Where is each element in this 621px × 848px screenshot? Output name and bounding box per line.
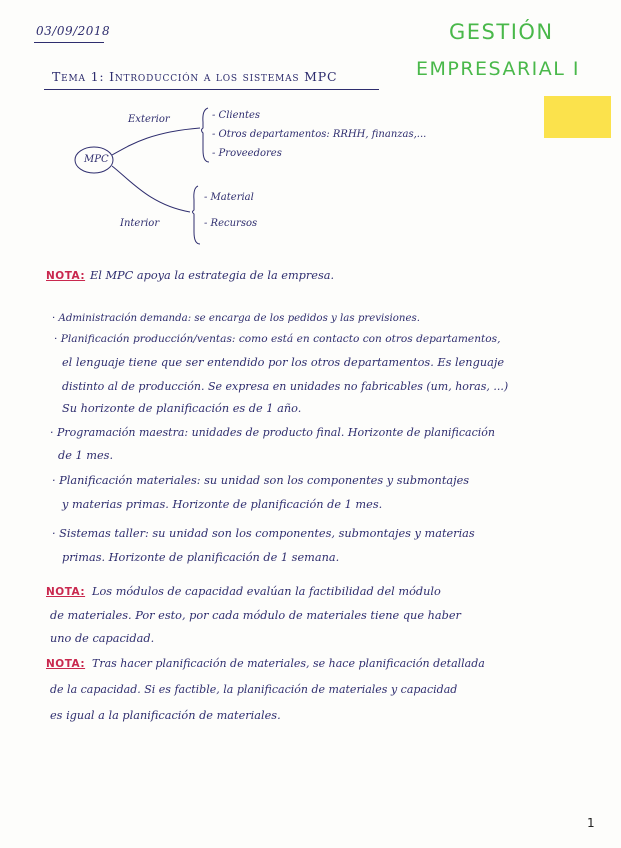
bullet-line: de 1 mes.	[58, 449, 114, 462]
page-number: 1	[587, 816, 595, 830]
nota-text: de materiales. Por esto, por cada módulo de materiales tiene que haber	[50, 609, 461, 622]
interior-label: Interior	[120, 218, 160, 229]
nota-text: de la capacidad. Si es factible, la planificación de materiales y capacidad	[50, 683, 458, 696]
nota-text: Tras hacer planificación de materiales, se hace planificación detallada	[92, 657, 485, 670]
bullet-line: distinto al de producción. Se expresa en unidades no fabricables (um, horas, ...)	[62, 380, 509, 393]
bullet-planificacion-materiales: · Planificación materiales: su unidad son los componentes y submontajes	[52, 474, 470, 487]
interior-connector	[112, 166, 190, 212]
interior-item: - Recursos	[204, 218, 258, 229]
date: 03/09/2018	[36, 24, 111, 38]
bullet-planificacion-produccion: · Planificación producción/ventas: como está en contacto con otros departamentos,	[54, 333, 501, 345]
exterior-item: - Otros departamentos: RRHH, finanzas,...	[212, 129, 427, 140]
subject-title-line2: EMPRESARIAL I	[416, 58, 581, 80]
nota-label: NOTA:	[46, 586, 86, 598]
bullet-administracion: · Administración demanda: se encarga de los pedidos y las previsiones.	[52, 313, 420, 324]
interior-brace	[193, 186, 201, 244]
bullet-sistemas-taller: · Sistemas taller: su unidad son los componentes, submontajes y materias	[52, 527, 475, 540]
nota-label: NOTA:	[46, 270, 86, 282]
mpc-label: MPC	[84, 154, 109, 165]
subject-title-line1: GESTIÓN	[449, 20, 554, 44]
bullet-line: el lenguaje tiene que ser entendido por los otros departamentos. Es lenguaje	[62, 356, 505, 369]
nota-text: Los módulos de capacidad evalúan la factibilidad del módulo	[92, 585, 441, 598]
nota-text: es igual a la planificación de materiales.	[50, 709, 281, 722]
bullet-line: y materias primas. Horizonte de planificación de 1 mes.	[62, 498, 383, 511]
bullet-line: Su horizonte de planificación es de 1 año.	[62, 402, 302, 415]
nota-text: El MPC apoya la estrategia de la empresa.	[90, 269, 335, 282]
nota-label: NOTA:	[46, 658, 86, 670]
bullet-line: primas. Horizonte de planificación de 1 semana.	[62, 551, 340, 564]
exterior-label: Exterior	[128, 114, 170, 125]
exterior-item: - Clientes	[212, 110, 261, 121]
exterior-brace	[202, 108, 210, 162]
interior-item: - Material	[204, 192, 254, 203]
nota-text: uno de capacidad.	[50, 632, 155, 645]
exterior-item: - Proveedores	[212, 148, 282, 159]
bullet-programacion-maestra: · Programación maestra: unidades de producto final. Horizonte de planificación	[50, 426, 495, 439]
topic-heading: Tema 1: Introducción a los sistemas MPC	[52, 69, 338, 84]
exterior-connector	[112, 128, 200, 155]
